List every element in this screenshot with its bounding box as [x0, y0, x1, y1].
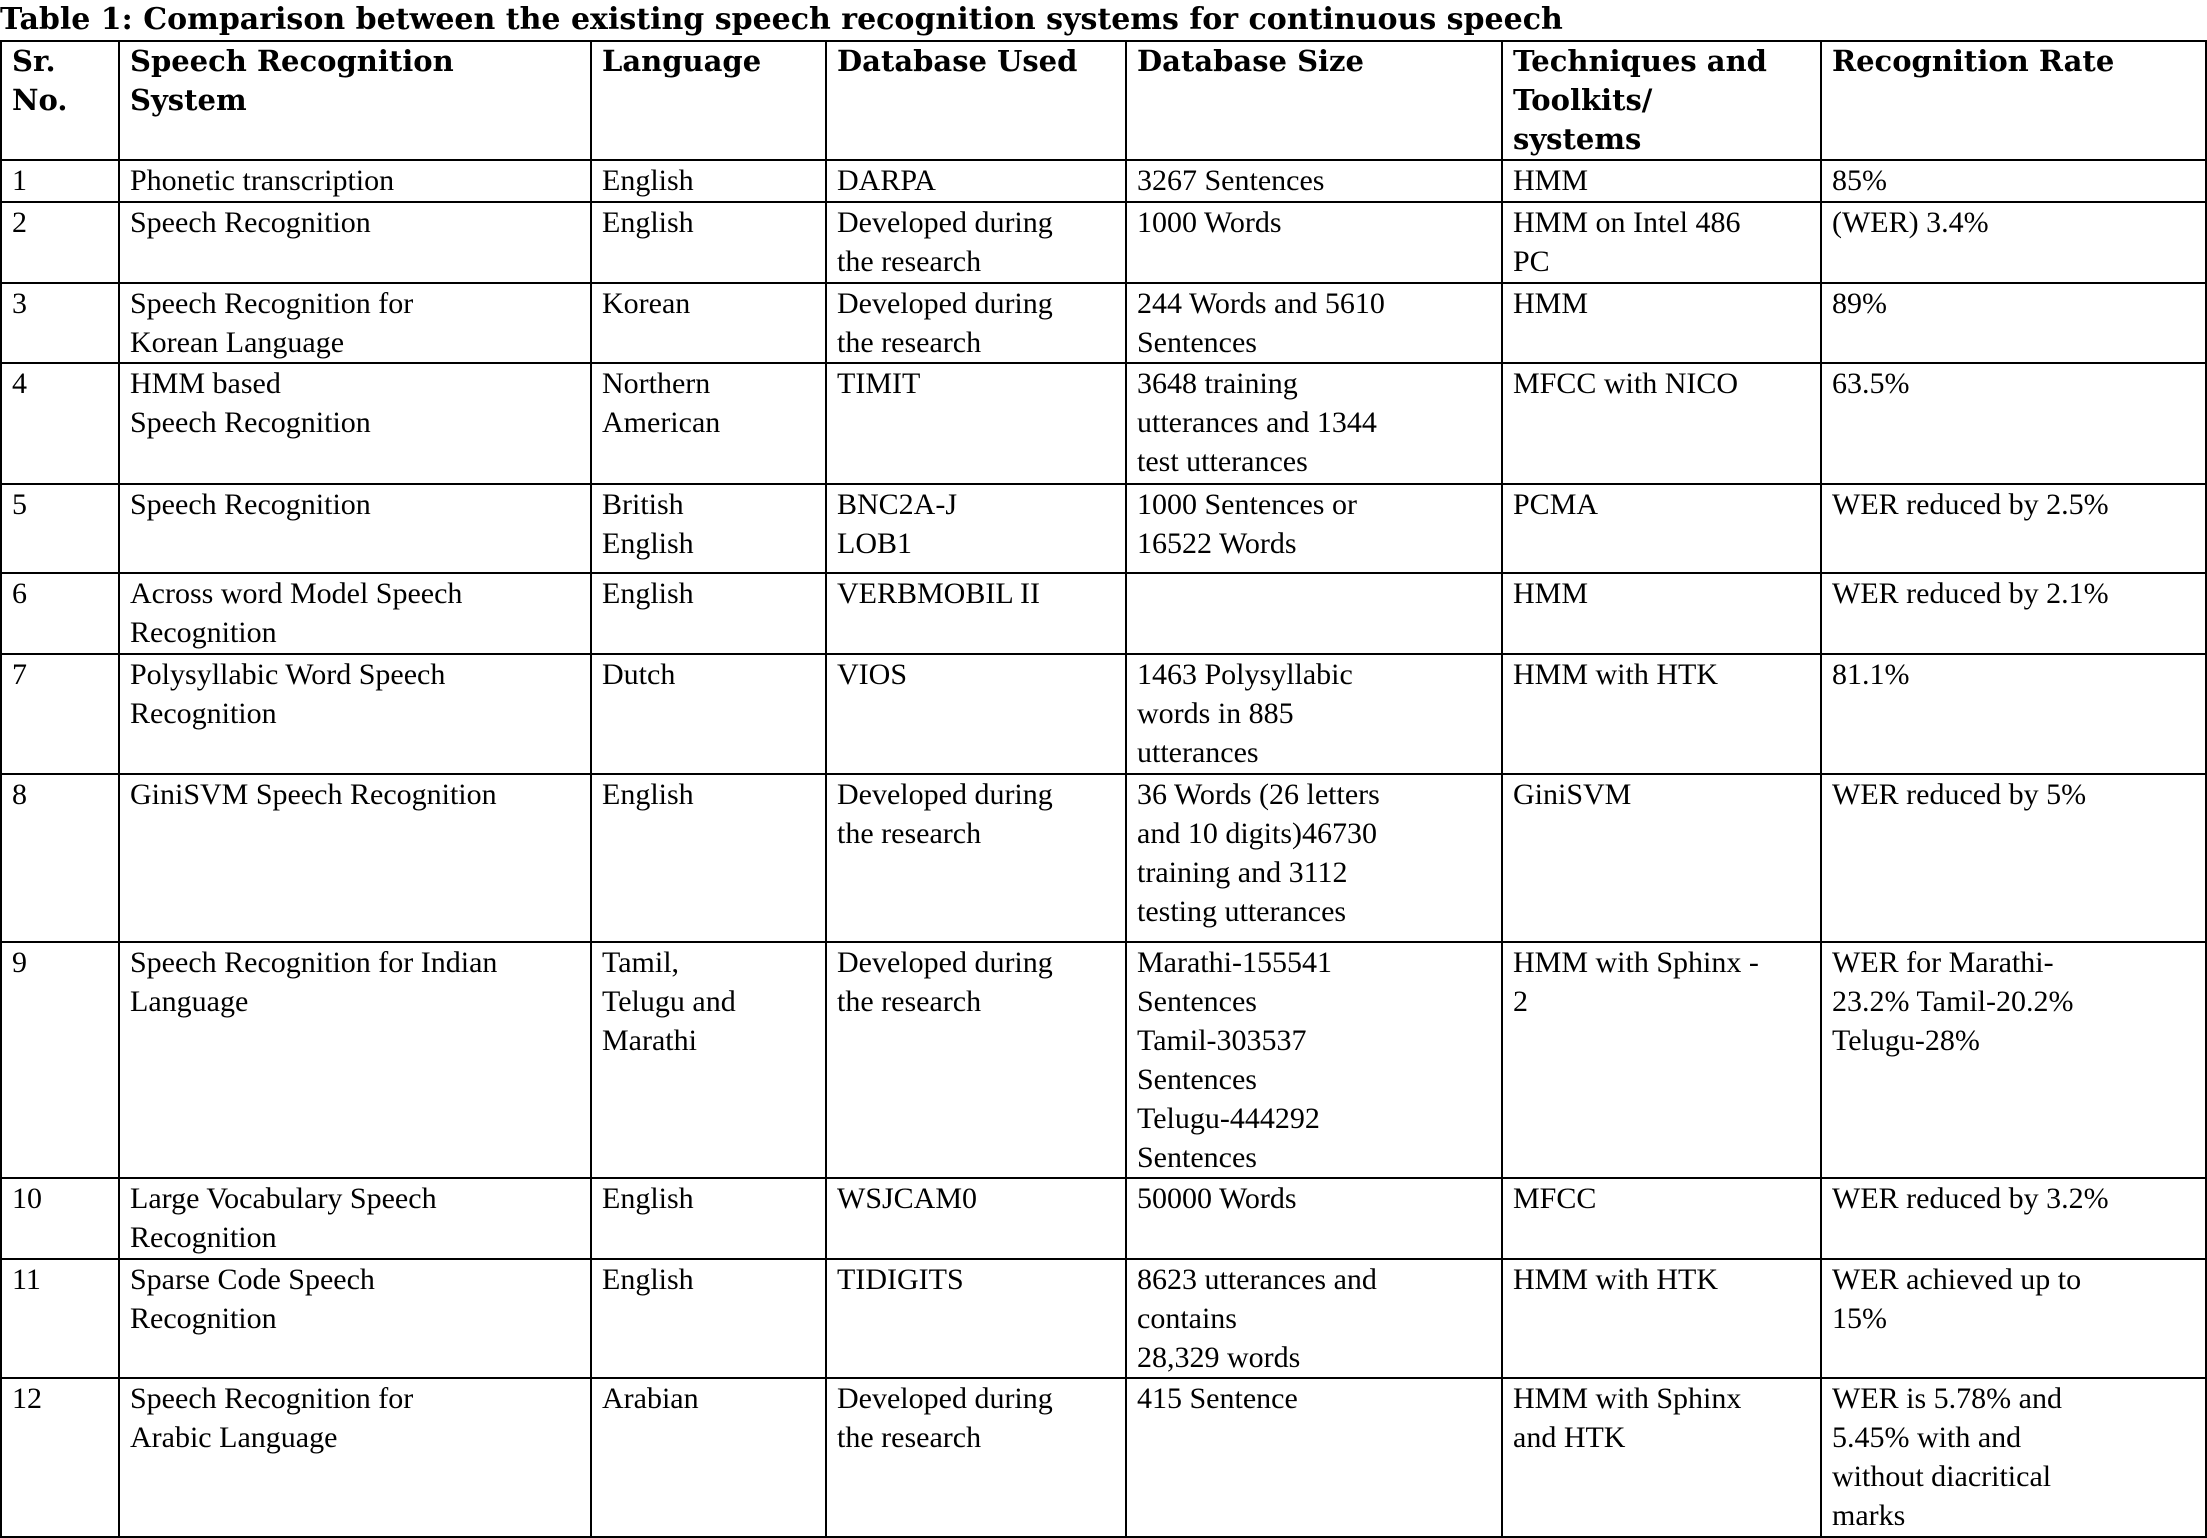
header-row	[1, 41, 2206, 160]
cell-db-size: 1000 Words	[1126, 202, 1502, 283]
cell-sr-no: 5	[1, 484, 119, 573]
cell-techniques: HMM with Sphinx and HTK	[1502, 1378, 1821, 1537]
cell-database: VIOS	[826, 654, 1126, 774]
cell-database: Developed during the research	[826, 1378, 1126, 1537]
cell-sr-no: 11	[1, 1259, 119, 1378]
cell-techniques: HMM	[1502, 573, 1821, 654]
cell-db-size: 3648 training utterances and 1344 test utterances	[1126, 363, 1502, 484]
table-row	[1, 160, 2206, 202]
table-row	[1, 1378, 2206, 1537]
header-techniques: Techniques and Toolkits/ systems	[1502, 41, 1821, 160]
table-row	[1, 942, 2206, 1178]
cell-techniques: GiniSVM	[1502, 774, 1821, 942]
table-row	[1, 1178, 2206, 1259]
cell-rate: 81.1%	[1821, 654, 2206, 774]
cell-system: Speech Recognition for Arabic Language	[119, 1378, 591, 1537]
cell-system: Across word Model Speech Recognition	[119, 573, 591, 654]
cell-database: Developed during the research	[826, 283, 1126, 363]
cell-rate: (WER) 3.4%	[1821, 202, 2206, 283]
cell-rate: WER reduced by 5%	[1821, 774, 2206, 942]
cell-language: English	[591, 774, 826, 942]
table-caption: Table 1: Comparison between the existing speech recognition systems for continuous speech	[0, 2, 1563, 37]
table-row	[1, 1259, 2206, 1378]
cell-language: English	[591, 1178, 826, 1259]
cell-rate: WER is 5.78% and 5.45% with and without diacritical marks	[1821, 1378, 2206, 1537]
cell-techniques: PCMA	[1502, 484, 1821, 573]
cell-techniques: MFCC	[1502, 1178, 1821, 1259]
cell-techniques: HMM	[1502, 283, 1821, 363]
table-row	[1, 283, 2206, 363]
cell-language: Dutch	[591, 654, 826, 774]
cell-language: British English	[591, 484, 826, 573]
cell-language: Korean	[591, 283, 826, 363]
cell-system: GiniSVM Speech Recognition	[119, 774, 591, 942]
table-row	[1, 654, 2206, 774]
cell-database: WSJCAM0	[826, 1178, 1126, 1259]
cell-database: Developed during the research	[826, 774, 1126, 942]
cell-techniques: HMM with HTK	[1502, 654, 1821, 774]
cell-db-size	[1126, 573, 1502, 654]
cell-rate: WER reduced by 2.5%	[1821, 484, 2206, 573]
cell-system: Phonetic transcription	[119, 160, 591, 202]
cell-sr-no: 1	[1, 160, 119, 202]
cell-rate: 63.5%	[1821, 363, 2206, 484]
table-row	[1, 774, 2206, 942]
cell-system: HMM based Speech Recognition	[119, 363, 591, 484]
cell-techniques: HMM	[1502, 160, 1821, 202]
cell-db-size: 1463 Polysyllabic words in 885 utterances	[1126, 654, 1502, 774]
cell-database: DARPA	[826, 160, 1126, 202]
cell-rate: 85%	[1821, 160, 2206, 202]
cell-language: English	[591, 573, 826, 654]
cell-sr-no: 2	[1, 202, 119, 283]
table-row	[1, 202, 2206, 283]
cell-system: Polysyllabic Word Speech Recognition	[119, 654, 591, 774]
header-system: Speech Recognition System	[119, 41, 591, 160]
cell-rate: WER for Marathi- 23.2% Tamil-20.2% Telugu-28%	[1821, 942, 2206, 1178]
cell-language: English	[591, 1259, 826, 1378]
cell-db-size: Marathi-155541 Sentences Tamil-303537 Sentences Telugu-444292 Sentences	[1126, 942, 1502, 1178]
cell-sr-no: 6	[1, 573, 119, 654]
cell-techniques: HMM with Sphinx - 2	[1502, 942, 1821, 1178]
cell-sr-no: 9	[1, 942, 119, 1178]
header-database: Database Used	[826, 41, 1126, 160]
cell-database: BNC2A-J LOB1	[826, 484, 1126, 573]
cell-rate: 89%	[1821, 283, 2206, 363]
cell-db-size: 1000 Sentences or 16522 Words	[1126, 484, 1502, 573]
cell-db-size: 415 Sentence	[1126, 1378, 1502, 1537]
comparison-table	[0, 40, 2207, 1538]
cell-language: English	[591, 160, 826, 202]
table-body	[1, 160, 2206, 1537]
cell-db-size: 3267 Sentences	[1126, 160, 1502, 202]
cell-db-size: 36 Words (26 letters and 10 digits)46730 training and 3112 testing utterances	[1126, 774, 1502, 942]
cell-rate: WER achieved up to 15%	[1821, 1259, 2206, 1378]
cell-language: Tamil, Telugu and Marathi	[591, 942, 826, 1178]
cell-rate: WER reduced by 2.1%	[1821, 573, 2206, 654]
cell-database: VERBMOBIL II	[826, 573, 1126, 654]
cell-language: Northern American	[591, 363, 826, 484]
cell-db-size: 244 Words and 5610 Sentences	[1126, 283, 1502, 363]
cell-sr-no: 7	[1, 654, 119, 774]
cell-sr-no: 3	[1, 283, 119, 363]
cell-sr-no: 12	[1, 1378, 119, 1537]
cell-system: Sparse Code Speech Recognition	[119, 1259, 591, 1378]
cell-techniques: MFCC with NICO	[1502, 363, 1821, 484]
cell-database: Developed during the research	[826, 942, 1126, 1178]
cell-database: TIMIT	[826, 363, 1126, 484]
cell-sr-no: 10	[1, 1178, 119, 1259]
header-db-size: Database Size	[1126, 41, 1502, 160]
cell-database: Developed during the research	[826, 202, 1126, 283]
cell-system: Speech Recognition for Korean Language	[119, 283, 591, 363]
table-row	[1, 363, 2206, 484]
cell-sr-no: 8	[1, 774, 119, 942]
table-row	[1, 573, 2206, 654]
cell-language: Arabian	[591, 1378, 826, 1537]
cell-techniques: HMM on Intel 486 PC	[1502, 202, 1821, 283]
header-sr-no: Sr. No.	[1, 41, 119, 160]
cell-db-size: 50000 Words	[1126, 1178, 1502, 1259]
cell-system: Speech Recognition	[119, 484, 591, 573]
cell-rate: WER reduced by 3.2%	[1821, 1178, 2206, 1259]
table-row	[1, 484, 2206, 573]
cell-system: Speech Recognition for Indian Language	[119, 942, 591, 1178]
cell-db-size: 8623 utterances and contains 28,329 words	[1126, 1259, 1502, 1378]
cell-language: English	[591, 202, 826, 283]
header-rate: Recognition Rate	[1821, 41, 2206, 160]
cell-system: Speech Recognition	[119, 202, 591, 283]
cell-sr-no: 4	[1, 363, 119, 484]
cell-database: TIDIGITS	[826, 1259, 1126, 1378]
cell-system: Large Vocabulary Speech Recognition	[119, 1178, 591, 1259]
table-header	[1, 41, 2206, 160]
header-language: Language	[591, 41, 826, 160]
cell-techniques: HMM with HTK	[1502, 1259, 1821, 1378]
